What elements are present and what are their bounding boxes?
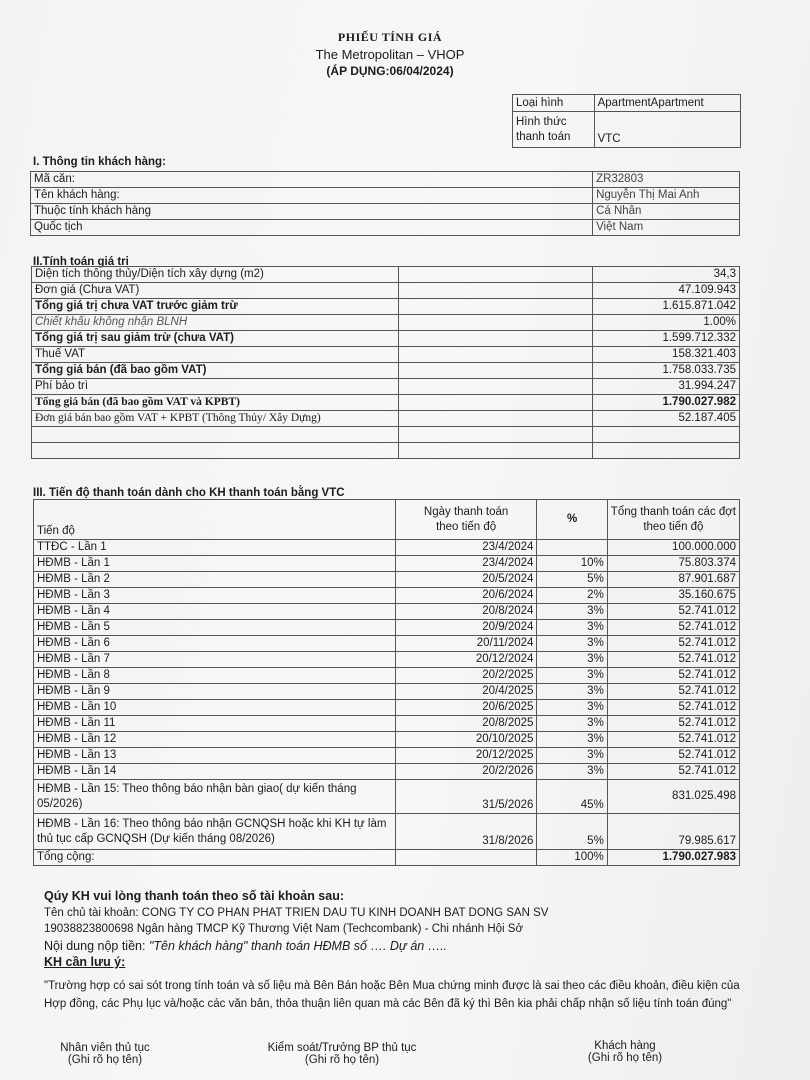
pricing-label: Đơn giá bán bao gồm VAT + KPBT (Thông Thủy/ Xây Dựng) <box>32 411 399 427</box>
customer-value: Cá Nhân <box>593 204 740 220</box>
installment-date: 20/8/2024 <box>395 604 537 620</box>
account-number: 19038823800698 Ngân hàng TMCP Kỹ Thương Việt Nam (Techcombank) - Chi nhánh Hội Sở <box>44 923 524 935</box>
installment-date: 23/4/2024 <box>395 540 537 556</box>
installment-row <box>34 604 740 620</box>
empty-cell <box>32 443 399 459</box>
transfer-content <box>44 939 447 953</box>
installment-16-amount: 79.985.617 <box>607 814 739 850</box>
installment-name: HĐMB - Lần 13 <box>34 748 396 764</box>
installment-row <box>34 716 740 732</box>
pricing-row <box>32 411 740 427</box>
installment-amount: 52.741.012 <box>607 652 739 668</box>
bank-heading: Qúy KH vui lòng thanh toán theo số tài khoản sau: <box>44 889 345 903</box>
signature-customer-note: (Ghi rõ họ tên) <box>587 1052 663 1064</box>
installment-16-line-2: thủ tục cấp GCNQSH (Dự kiến tháng 08/2026) <box>37 832 275 845</box>
pricing-label: Thuế VAT <box>32 347 399 363</box>
customer-label: Mã căn: <box>31 172 593 188</box>
installment-percent: 3% <box>537 668 607 684</box>
payment-method-label-2: thanh toán <box>516 130 571 143</box>
total-date-empty <box>395 850 537 866</box>
installment-date: 23/4/2024 <box>395 556 537 572</box>
apply-date: (ÁP DỤNG:06/04/2024) <box>326 64 454 78</box>
col-percent: % <box>537 500 607 540</box>
customer-label: Quốc tịch <box>31 220 593 236</box>
pricing-row <box>32 331 740 347</box>
pricing-value: 31.994.247 <box>593 379 740 395</box>
pricing-spacer <box>398 267 592 283</box>
account-holder: Tên chủ tài khoản: CONG TY CO PHAN PHAT TRIEN DAU TU KINH DOANH BAT DONG SAN SV <box>44 907 549 919</box>
pricing-label: Tổng giá bán (đã bao gồm VAT) <box>32 363 399 379</box>
installment-date: 20/12/2024 <box>395 652 537 668</box>
installment-date: 20/9/2024 <box>395 620 537 636</box>
pricing-spacer <box>398 395 592 411</box>
pricing-spacer <box>398 299 592 315</box>
installment-amount: 52.741.012 <box>607 732 739 748</box>
pricing-value: 1.790.027.982 <box>593 395 740 411</box>
installment-amount: 52.741.012 <box>607 684 739 700</box>
schedule-table <box>33 499 740 866</box>
pricing-value: 1.615.871.042 <box>593 299 740 315</box>
type-label: Loại hình <box>513 95 595 112</box>
type-box <box>512 94 741 148</box>
pricing-empty-row <box>32 427 740 443</box>
installment-name: HĐMB - Lần 14 <box>34 764 396 780</box>
note-heading: KH cần lưu ý: <box>44 955 126 969</box>
installment-16-percent: 5% <box>537 814 607 850</box>
installment-row <box>34 636 740 652</box>
installment-name: HĐMB - Lần 8 <box>34 668 396 684</box>
installment-percent: 3% <box>537 764 607 780</box>
installment-amount: 35.160.675 <box>607 588 739 604</box>
installment-row <box>34 668 740 684</box>
empty-cell <box>593 443 740 459</box>
installment-date: 20/6/2024 <box>395 588 537 604</box>
installment-row <box>34 572 740 588</box>
installment-15-line-2: 05/2026) <box>37 797 83 810</box>
note-line-1: "Trường hợp có sai sót trong tính toán và số liệu mà Bên Bán hoặc Bên Mua chứng minh được là sai theo các điều khoản, điều kiện của <box>44 980 740 992</box>
pricing-section-heading: II.Tính toán giá trị <box>33 256 129 268</box>
installment-name: TTĐC - Lần 1 <box>34 540 396 556</box>
installment-amount: 52.741.012 <box>607 716 739 732</box>
installment-date: 20/4/2025 <box>395 684 537 700</box>
installment-date: 20/2/2025 <box>395 668 537 684</box>
installment-row <box>34 700 740 716</box>
pricing-spacer <box>398 331 592 347</box>
pricing-spacer <box>398 411 592 427</box>
installment-date: 20/6/2025 <box>395 700 537 716</box>
installment-date: 20/10/2025 <box>395 732 537 748</box>
customer-row <box>31 172 740 188</box>
customer-row <box>31 204 740 220</box>
pricing-label: Đơn giá (Chưa VAT) <box>32 283 399 299</box>
installment-name: HĐMB - Lần 4 <box>34 604 396 620</box>
installment-name: HĐMB - Lần 6 <box>34 636 396 652</box>
empty-cell <box>398 427 592 443</box>
payment-method-value: VTC <box>594 112 740 148</box>
installment-15-percent: 45% <box>537 780 607 814</box>
pricing-row <box>32 379 740 395</box>
installment-percent: 5% <box>537 572 607 588</box>
installment-name: HĐMB - Lần 9 <box>34 684 396 700</box>
installment-name: HĐMB - Lần 7 <box>34 652 396 668</box>
col-total-1: Tổng thanh toán các đợt <box>610 505 736 518</box>
customer-value: Nguyễn Thị Mai Anh <box>593 188 740 204</box>
customer-row <box>31 188 740 204</box>
installment-name: HĐMB - Lần 11 <box>34 716 396 732</box>
installment-name: HĐMB - Lần 12 <box>34 732 396 748</box>
pricing-value: 1.00% <box>593 315 740 331</box>
installment-row <box>34 588 740 604</box>
pricing-row <box>32 395 740 411</box>
col-date-1: Ngày thanh toán <box>423 505 509 518</box>
installment-amount: 75.803.374 <box>607 556 739 572</box>
schedule-section-heading: III. Tiến độ thanh toán dành cho KH thanh toán bằng VTC <box>33 487 345 499</box>
pricing-value: 47.109.943 <box>593 283 740 299</box>
pricing-label: Tổng giá trị chưa VAT trước giảm trừ <box>32 299 399 315</box>
project-name: The Metropolitan – VHOP <box>315 47 465 62</box>
customer-row <box>31 220 740 236</box>
customer-table <box>30 171 740 236</box>
signature-control-title: Kiểm soát/Trưởng BP thủ tục <box>267 1042 417 1054</box>
installment-15-name <box>34 780 396 814</box>
col-total-2: theo tiến độ <box>643 520 704 533</box>
installment-15-line-1: HĐMB - Lần 15: Theo thông báo nhận bàn giao( dự kiến tháng <box>37 782 357 795</box>
pricing-label: Chiết khấu không nhận BLNH <box>32 315 399 331</box>
installment-name: HĐMB - Lần 2 <box>34 572 396 588</box>
installment-name: HĐMB - Lần 1 <box>34 556 396 572</box>
installment-percent <box>537 540 607 556</box>
pricing-value: 1.599.712.332 <box>593 331 740 347</box>
installment-percent: 2% <box>537 588 607 604</box>
installment-16-line-1: HĐMB - Lần 16: Theo thông báo nhận GCNQSH hoặc khi KH tự làm <box>37 817 387 830</box>
empty-cell <box>32 427 399 443</box>
type-value: ApartmentApartment <box>594 95 740 112</box>
installment-15-amount: 831.025.498 <box>607 780 739 814</box>
transfer-content-label: Nội dung nộp tiền: <box>44 939 149 953</box>
installment-15-date: 31/5/2026 <box>395 780 537 814</box>
pricing-label: Tổng giá trị sau giảm trừ (chưa VAT) <box>32 331 399 347</box>
installment-name: HĐMB - Lần 3 <box>34 588 396 604</box>
col-date-2: theo tiến độ <box>436 520 497 533</box>
installment-amount: 52.741.012 <box>607 668 739 684</box>
total-amount: 1.790.027.983 <box>607 850 739 866</box>
customer-label: Thuộc tính khách hàng <box>31 204 593 220</box>
signature-control <box>252 1042 432 1066</box>
installment-percent: 3% <box>537 700 607 716</box>
pricing-label: Tổng giá bán (đã bao gồm VAT và KPBT) <box>32 395 399 411</box>
pricing-label: Phí bảo trì <box>32 379 399 395</box>
installment-row <box>34 620 740 636</box>
total-percent: 100% <box>537 850 607 866</box>
signature-staff-note: (Ghi rõ họ tên) <box>67 1054 143 1066</box>
installment-row <box>34 652 740 668</box>
installment-row <box>34 732 740 748</box>
pricing-value: 52.187.405 <box>593 411 740 427</box>
col-total <box>607 500 739 540</box>
installment-amount: 52.741.012 <box>607 620 739 636</box>
pricing-value: 34,3 <box>593 267 740 283</box>
installment-amount: 52.741.012 <box>607 604 739 620</box>
installment-row <box>34 748 740 764</box>
installment-row <box>34 684 740 700</box>
installment-row <box>34 764 740 780</box>
installment-amount: 52.741.012 <box>607 700 739 716</box>
installment-row <box>34 540 740 556</box>
pricing-empty-row <box>32 443 740 459</box>
pricing-row <box>32 299 740 315</box>
pricing-spacer <box>398 315 592 331</box>
installment-percent: 3% <box>537 636 607 652</box>
pricing-spacer <box>398 363 592 379</box>
installment-amount: 87.901.687 <box>607 572 739 588</box>
pricing-row <box>32 347 740 363</box>
installment-date: 20/2/2026 <box>395 764 537 780</box>
pricing-spacer <box>398 347 592 363</box>
installment-percent: 3% <box>537 732 607 748</box>
transfer-content-text: "Tên khách hàng" thanh toán HĐMB số …. Dự án ….. <box>148 939 448 953</box>
pricing-spacer <box>398 283 592 299</box>
installment-amount: 52.741.012 <box>607 748 739 764</box>
payment-method-label-1: Hình thức <box>516 115 567 128</box>
payment-method-label <box>513 112 595 148</box>
installment-amount: 100.000.000 <box>607 540 739 556</box>
installment-percent: 3% <box>537 652 607 668</box>
installment-amount: 52.741.012 <box>607 636 739 652</box>
signature-staff-title: Nhân viên thủ tục <box>60 1042 150 1054</box>
pricing-spacer <box>398 379 592 395</box>
installment-date: 20/5/2024 <box>395 572 537 588</box>
installment-percent: 3% <box>537 620 607 636</box>
signature-customer-title: Khách hàng <box>594 1040 656 1052</box>
pricing-value: 158.321.403 <box>593 347 740 363</box>
installment-percent: 3% <box>537 716 607 732</box>
pricing-row <box>32 315 740 331</box>
pricing-table <box>31 266 740 459</box>
customer-label: Tên khách hàng: <box>31 188 593 204</box>
pricing-row <box>32 363 740 379</box>
pricing-row <box>32 283 740 299</box>
installment-percent: 3% <box>537 604 607 620</box>
pricing-value: 1.758.033.735 <box>593 363 740 379</box>
customer-value: Việt Nam <box>593 220 740 236</box>
signature-staff <box>45 1042 165 1066</box>
installment-16-name <box>34 814 396 850</box>
installment-percent: 3% <box>537 748 607 764</box>
col-date <box>395 500 537 540</box>
installment-amount: 52.741.012 <box>607 764 739 780</box>
empty-cell <box>593 427 740 443</box>
document-title: PHIẾU TÍNH GIÁ <box>337 30 443 44</box>
installment-16-date: 31/8/2026 <box>395 814 537 850</box>
total-label: Tổng cộng: <box>34 850 396 866</box>
customer-value: ZR32803 <box>593 172 740 188</box>
empty-cell <box>398 443 592 459</box>
installment-date: 20/11/2024 <box>395 636 537 652</box>
signature-control-note: (Ghi rõ họ tên) <box>304 1054 380 1066</box>
installment-name: HĐMB - Lần 10 <box>34 700 396 716</box>
installment-date: 20/8/2025 <box>395 716 537 732</box>
installment-percent: 10% <box>537 556 607 572</box>
pricing-row <box>32 267 740 283</box>
pricing-label: Diện tích thông thủy/Diện tích xây dựng (m2) <box>32 267 399 283</box>
installment-name: HĐMB - Lần 5 <box>34 620 396 636</box>
customer-section-heading: I. Thông tin khách hàng: <box>33 156 166 168</box>
installment-percent: 3% <box>537 684 607 700</box>
note-line-2: Hợp đồng, các Phụ lục và/hoặc các văn bản, thỏa thuận liên quan mà các Bên đã ký thì Bên kia phải chấp nhận số liệu tính toán đúng" <box>44 998 732 1010</box>
installment-date: 20/12/2025 <box>395 748 537 764</box>
installment-row <box>34 556 740 572</box>
signature-customer <box>565 1040 685 1064</box>
col-progress: Tiến độ <box>34 500 396 540</box>
